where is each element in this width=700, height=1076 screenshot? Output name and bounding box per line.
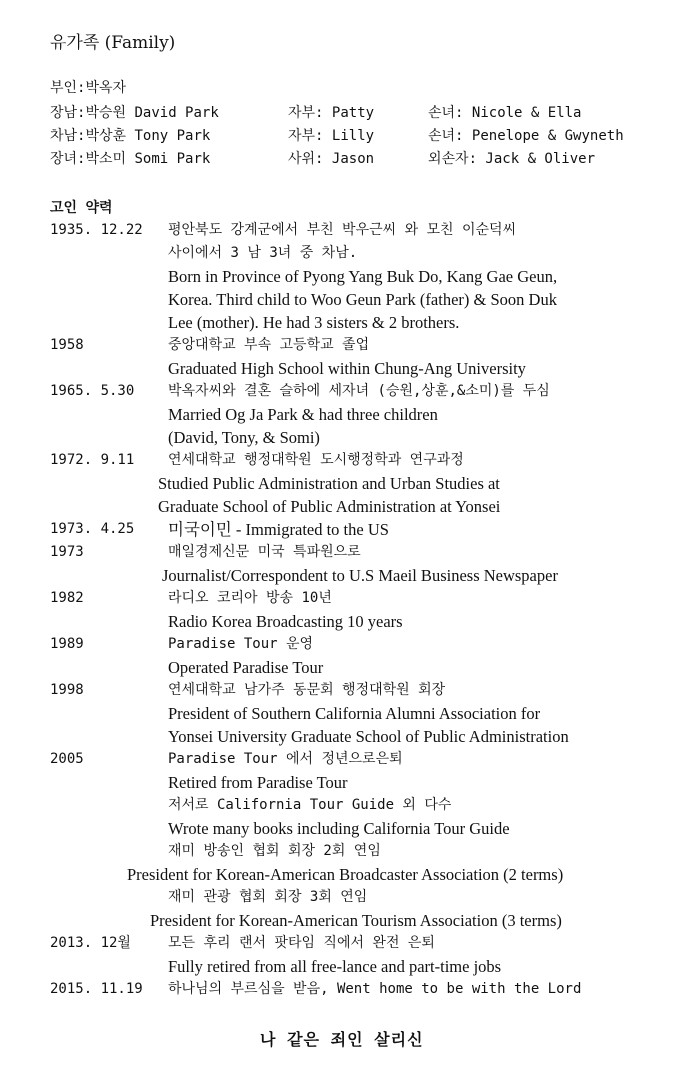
bio-line: Yonsei University Graduate School of Public Administration: [168, 727, 569, 746]
bio-date: 1998: [50, 682, 84, 698]
bio-line: Graduate School of Public Administration at Yonsei: [158, 497, 501, 516]
bio-line: 중앙대학교 부속 고등학교 졸업: [168, 337, 370, 353]
bio-date: 2015. 11.19: [50, 981, 143, 997]
bio-line: President for Korean-American Tourism Association (3 terms): [150, 911, 562, 930]
wife-line: 부인:박옥자: [50, 80, 127, 96]
bio-date: 1935. 12.22: [50, 222, 143, 238]
family-grandsons: 외손자: Jack & Oliver: [428, 151, 596, 167]
bio-line: (David, Tony, & Somi): [168, 428, 320, 447]
family-son2: 차남:박상훈 Tony Park: [50, 128, 211, 144]
bio-date: 1973: [50, 544, 84, 560]
bio-line: Fully retired from all free-lance and part-time jobs: [168, 957, 502, 976]
family-heading: 유가족 (Family): [50, 33, 176, 53]
hymn-title: 나 같은 죄인 살리신: [260, 1030, 424, 1049]
bio-line: Wrote many books including California Tour Guide: [168, 819, 510, 838]
bio-line: Lee (mother). He had 3 sisters & 2 brothers.: [168, 313, 460, 332]
bio-line: President of Southern California Alumni Association for: [168, 704, 541, 723]
bio-line: Paradise Tour 에서 정년으로은퇴: [168, 751, 403, 767]
bio-line: Retired from Paradise Tour: [168, 773, 348, 792]
bio-line: Graduated High School within Chung-Ang University: [168, 359, 526, 378]
family-granddaughters2: 손녀: Penelope & Gwyneth: [428, 128, 624, 144]
family-granddaughters1: 손녀: Nicole & Ella: [428, 105, 582, 121]
bio-line: 모든 후리 랜서 팟타임 직에서 완전 은퇴: [168, 935, 435, 951]
bio-date: 1973. 4.25: [50, 521, 135, 537]
bio-line: 미국이민 - Immigrated to the US: [168, 520, 389, 539]
bio-date: 2013. 12월: [50, 935, 131, 951]
bio-line: 사이에서 3 남 3녀 중 차남.: [168, 245, 358, 261]
family-daughter-in-law1: 자부: Patty: [288, 105, 375, 121]
bio-date: 1972. 9.11: [50, 452, 135, 468]
bio-line: 연세대학교 남가주 동문회 행정대학원 회장: [168, 682, 446, 698]
family-son-in-law: 사위: Jason: [288, 151, 375, 167]
bio-line: Married Og Ja Park & had three children: [168, 405, 438, 424]
bio-line: Paradise Tour 운영: [168, 636, 314, 652]
bio-line: Korea. Third child to Woo Geun Park (father) & Soon Duk: [168, 290, 557, 309]
bio-line: President for Korean-American Broadcaster Association (2 terms): [127, 865, 564, 884]
bio-line: 라디오 코리아 방송 10년: [168, 590, 332, 606]
bio-date: 1958: [50, 337, 84, 353]
bio-line: 재미 관광 협회 회장 3회 연임: [168, 889, 368, 905]
bio-date: 1982: [50, 590, 84, 606]
bio-line: 박옥자씨와 결혼 슬하에 세자녀 (승원,상훈,&소미)를 두심: [168, 383, 550, 399]
bio-line: Studied Public Administration and Urban Studies at: [158, 474, 500, 493]
bio-line: Journalist/Correspondent to U.S Maeil Business Newspaper: [162, 566, 558, 585]
bio-date: 1989: [50, 636, 84, 652]
family-daughter: 장녀:박소미 Somi Park: [50, 151, 211, 167]
bio-line: 평안북도 강계군에서 부친 박우근씨 와 모친 이순덕씨: [168, 222, 517, 238]
family-son1: 장남:박승원 David Park: [50, 105, 219, 121]
bio-line: 연세대학교 행정대학원 도시행정학과 연구과정: [168, 452, 464, 468]
bio-date: 1965. 5.30: [50, 383, 135, 399]
bio-line: 재미 방송인 협회 회장 2회 연임: [168, 843, 381, 859]
bio-line: Radio Korea Broadcasting 10 years: [168, 612, 403, 631]
bio-line: 하나님의 부르심을 받음, Went home to be with the Lord: [168, 981, 582, 997]
bio-date: 2005: [50, 751, 84, 767]
bio-line: Born in Province of Pyong Yang Buk Do, Kang Gae Geun,: [168, 267, 558, 286]
family-daughter-in-law2: 자부: Lilly: [288, 128, 375, 144]
biography-heading: 고인 약력: [50, 200, 113, 216]
bio-line: 저서로 California Tour Guide 외 다수: [168, 797, 452, 813]
bio-line: Operated Paradise Tour: [168, 658, 324, 677]
bio-line: 매일경제신문 미국 특파원으로: [168, 544, 361, 560]
